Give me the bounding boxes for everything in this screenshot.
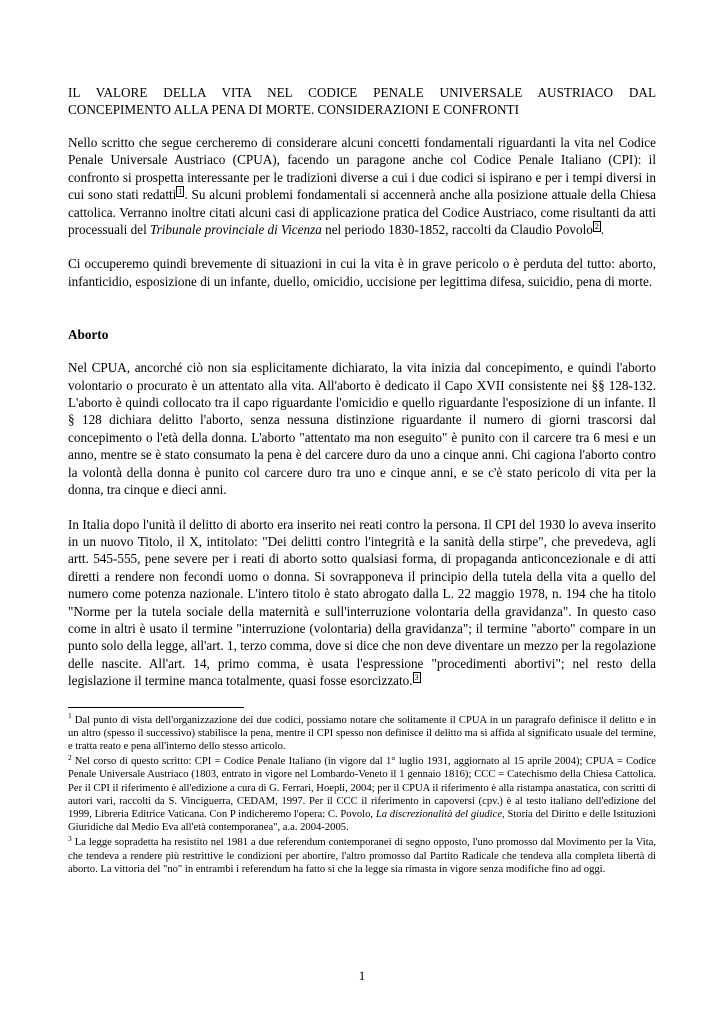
intro-paragraph-2: Ci occuperemo quindi brevemente di situazioni in cui la vita è in grave pericolo o è perduta del tutto: aborto, infanticidio, esposizione di un infante, duello, omicidio, uccisione per legittima difesa, suicidio, pena di morte. [68,256,656,289]
footnote-ref-1[interactable]: 1 [178,186,183,196]
footnote-text: , Storia del Diritto e delle Istituzioni Giuridiche dal Medio Eva all'età contemporanea", a.a. 2004-2005. [68,808,656,834]
document-title [68,84,656,118]
document-page [68,84,656,878]
section-paragraph-2 [68,516,656,690]
title-line-1: IL VALORE DELLA VITA NEL CODICE PENALE UNIVERSALE AUSTRIACO DAL [68,85,656,100]
footnote-1 [68,711,656,754]
footnote-2 [68,752,656,834]
intro-text: nel periodo 1830-1852, raccolti da Claudio Povolo [321,222,593,238]
title-line-2: CONCEPIMENTO ALLA PENA DI MORTE. CONSIDERAZIONI E CONFRONTI [68,102,520,117]
page-number: 1 [358,968,366,983]
footnote-text: La legge sopradetta ha resistito nel 1981 a due referendum contemporanei di segno opposto, l'uno promosso dal Movimento per la Vita, che tendeva a rendere più restrittive le condizioni per abortire, l'altro promosso dal Partito Radicale che tendeva alla completa libertà di aborto. La vittoria del "no" in entrambi i referendum ha fatto sì che la legge sia rimasta in vigore senza modifiche fino ad oggi. [68,837,656,875]
intro-paragraph-1 [68,134,656,238]
footnote-number: 2 [68,752,72,762]
section-paragraph-1: Nel CPUA, ancorché ciò non sia esplicitamente dichiarato, la vita inizia dal concepimento, e quindi l'aborto volontario o procurato è un attentato alla vita. All'aborto è dedicato il Capo XVII consistente nei §§ 128-132. L'aborto è quindi collocato tra il capo riguardante l'omicidio e quello riguardante l'esposizione di un infante. Il § 128 dichiara delitto l'aborto, senza nessuna distinzione riguardante il numero di giorni trascorsi dal concepimento o l'età della donna. L'aborto "attentato ma non eseguito" è punito con il carcere tra 6 mesi e un anno, mentre se è stato consumato la pena è del carcere duro da uno a cinque anni. Chi cagiona l'aborto contro la volontà della donna è punito col carcere duro tra uno e cinque anni, e se c'è stato pericolo di vita per la donna, tra cinque e dieci anni. [68,360,656,498]
section-heading: Aborto [68,327,109,343]
footnote-text: Dal punto di vista dell'organizzazione dei due codici, possiamo notare che solitamente il CPUA in un paragrafo definisce il delitto e in un altro (spesso il successivo) stabilisce la pena, mentre il CPI spesso non definisce il delitto ma si affida al significato usuale del termine, e tratta reato e pena all'interno dello stesso articolo. [68,714,656,752]
intro-text: Nello scritto che segue cercheremo di considerare alcuni concetti fondamentali riguardanti la vita nel Codice Penale Universale Austriaco (CPUA), facendo un paragone anche col Codice Penale Italiano (CPI): il confronto si prospetta interessante per le tradizioni diverse a cui i due codici si ispirano e per i tempi diversi in cui sono stati redatti [68,135,656,203]
footnote-3 [68,833,656,876]
footnote-ref-2[interactable]: 2 [594,221,599,231]
footnote-italic-text: La discrezionalità del giudice [375,808,503,820]
footnote-number: 3 [68,833,72,843]
section-text: In Italia dopo l'unità il delitto di aborto era inserito nei reati contro la persona. Il CPI del 1930 lo aveva inserito in un nuovo Titolo, il X, intitolato: "Dei delitti contro l'integrità e la sanità della stirpe", che prevedeva, agli artt. 545-555, pene severe per i reati di aborto sotto qualsiasi forma, di propaganda anticoncezionale e di atti diretti a rendere non fecondi uomo o donna. Si sovrapponeva il principio della tutela della vita a quello del numero come potenza nazionale. L'intero titolo è stato abrogato dalla L. 22 maggio 1978, n. 194 che ha titolo "Norme per la tutela sociale della maternità e sull'interruzione volontaria della gravidanza". In questo caso come in altri è usato il termine "interruzione (volontaria) della gravidanza"; il termine "aborto" compare in un punto solo della legge, all'art. 1, terzo comma, dove si dice che non deve diventare un mezzo per la regolazione delle nascite. All'art. 14, primo comma, è usata l'espressione "procedimenti abortivi"; nel resto della legislazione il termine manca totalmente, quasi fosse esorcizzato. [68,516,656,689]
footnote-separator [68,707,244,708]
footnote-text: Nel corso di questo scritto: CPI = Codice Penale Italiano (in vigore dal 1° luglio 1931, aggiornato al 15 aprile 2004); CPUA = Codice Penale Universale Austriaco (1803, entrato in vigore nel Lombardo-Veneto il 1 gennaio 1816); CCC = Catechismo della Chiesa Cattolica. Per il CPI il riferimento è all'edizione a cura di G. Ferrari, Hoepli, 2004; per il CPUA il riferimento è alla ristampa anastatica, con scritti di autori vari, raccolti da S. Vinciguerra, CEDAM, 1997. Per il CCC il riferimento in capoversi (cpv.) è al testo italiano dell'edizione del 1999, Libreria Editrice Vaticana. Con P indicheremo l'opera: C. Povolo, [68,756,656,820]
footnote-ref-3[interactable]: 3 [414,672,419,682]
intro-text: . [600,222,605,238]
intro-italic-text: Tribunale provinciale di Vicenza [150,222,322,238]
intro-text: . Su alcuni problemi fondamentali si accennerà anche alla posizione attuale della Chiesa cattolica. Verranno inoltre citati alcuni casi di applicazione pratica del Codice Austriaco, come risultanti da atti processuali del [68,187,656,238]
footnote-number: 1 [68,711,72,721]
